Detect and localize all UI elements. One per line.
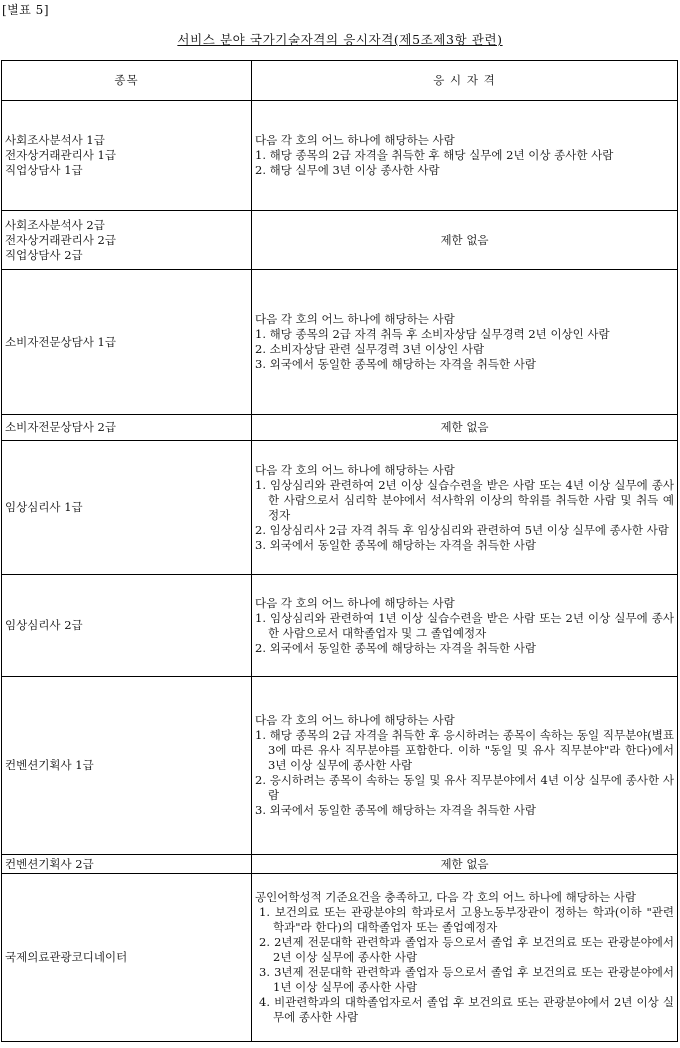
qualification-clause: 3. 외국에서 동일한 종목에 해당하는 자격을 취득한 사람 bbox=[255, 357, 536, 371]
item-cell bbox=[2, 270, 252, 415]
qualification-intro: 다음 각 호의 어느 하나에 해당하는 사람 bbox=[255, 595, 455, 610]
qualification-cell: 제한 없음 bbox=[252, 415, 678, 441]
header-qualification: 응 시 자 격 bbox=[252, 61, 678, 101]
qualification-cell bbox=[252, 677, 678, 855]
item-name: 직업상담사 1급 bbox=[5, 163, 83, 177]
item-cell bbox=[2, 441, 252, 575]
table-row bbox=[2, 874, 678, 1042]
qualification-clause: 1. 해당 종목의 2급 자격을 취득한 후 해당 실무에 2년 이상 종사한 사람 bbox=[255, 148, 614, 162]
qualification-clause: 1. 임상심리와 관련하여 2년 이상 실습수련을 받은 사람 또는 4년 이상 실무에 종사한 사람으로서 심리학 분야에서 석사학위 이상의 학위를 취득한 사람 및 취득 예정자 bbox=[255, 477, 674, 522]
item-cell bbox=[2, 677, 252, 855]
table-row bbox=[2, 211, 678, 270]
item-name: 사회조사분석사 1급 bbox=[5, 133, 105, 147]
item-name: 전자상거래관리사 1급 bbox=[5, 148, 116, 162]
qualification-cell bbox=[252, 441, 678, 575]
table-row bbox=[2, 270, 678, 415]
qualification-clause: 2. 외국에서 동일한 종목에 해당하는 자격을 취득한 사람 bbox=[255, 640, 536, 655]
table-row bbox=[2, 441, 678, 575]
table-row bbox=[2, 677, 678, 855]
qualification-clause: 1. 보건의료 또는 관광분야의 학과로서 고용노동부장관이 정하는 학과(이하 "관련학과"라 한다)의 대학졸업자 또는 졸업예정자 bbox=[259, 905, 674, 934]
qualification-clause: 3. 3년제 전문대학 관련학과 졸업자 등으로서 졸업 후 보건의료 또는 관광분야에서 1년 이상 실무에 종사한 사람 bbox=[259, 965, 674, 994]
qualification-clause: 1. 해당 종목의 2급 자격을 취득한 후 응시하려는 종목이 속하는 동일 직무분야(별표 3에 따른 유사 직무분야를 포함한다. 이하 "동일 및 유사 직무분야"라 한다)에서 3년 이상 실무에 종사한 사람 bbox=[255, 728, 674, 772]
table-row bbox=[2, 415, 678, 441]
item-cell bbox=[2, 101, 252, 211]
qualification-clause: 4. 비관련학과의 대학졸업자로서 졸업 후 보건의료 또는 관광분야에서 2년 이상 실무에 종사한 사람 bbox=[259, 995, 674, 1024]
item-cell bbox=[2, 874, 252, 1042]
table-row bbox=[2, 575, 678, 677]
item-name: 국제의료관광코디네이터 bbox=[5, 950, 128, 964]
qualification-clause: 3. 외국에서 동일한 종목에 해당하는 자격을 취득한 사람 bbox=[255, 803, 536, 817]
item-name: 직업상담사 2급 bbox=[5, 247, 83, 262]
qualification-clause: 2. 응시하려는 종목이 속하는 동일 및 유사 직무분야에서 4년 이상 실무에 종사한 사람 bbox=[255, 773, 674, 802]
qualification-clause: 2. 2년제 전문대학 관련학과 졸업자 등으로서 졸업 후 보건의료 또는 관광분야에서 2년 이상 실무에 종사한 사람 bbox=[259, 935, 674, 964]
item-name: 전자상거래관리사 2급 bbox=[5, 232, 116, 247]
item-name: 소비자전문상담사 1급 bbox=[5, 334, 116, 349]
item-cell bbox=[2, 211, 252, 270]
qualification-intro: 공인어학성적 기준요건을 충족하고, 다음 각 호의 어느 하나에 해당하는 사람 bbox=[255, 890, 636, 904]
qualification-intro: 다음 각 호의 어느 하나에 해당하는 사람 bbox=[255, 133, 455, 147]
caption-text: 서비스 분야 국가기술자격의 응시자격(제5조제3항 관련) bbox=[177, 32, 503, 47]
qualification-cell: 제한 없음 bbox=[252, 211, 678, 270]
table-row bbox=[2, 855, 678, 874]
annex-label: [별표 5] bbox=[2, 3, 49, 17]
item-cell bbox=[2, 855, 252, 874]
qualification-clause: 1. 임상심리와 관련하여 1년 이상 실습수련을 받은 사람 또는 2년 이상 실무에 종사한 사람으로서 대학졸업자 및 그 졸업예정자 bbox=[255, 610, 674, 640]
item-name: 임상심리사 2급 bbox=[5, 618, 83, 632]
qualification-table bbox=[1, 60, 678, 1042]
header-item: 종목 bbox=[2, 61, 252, 101]
qualification-clause: 1. 해당 종목의 2급 자격 취득 후 소비자상담 실무경력 2년 이상인 사람 bbox=[255, 327, 610, 341]
item-cell bbox=[2, 415, 252, 441]
qualification-cell bbox=[252, 874, 678, 1042]
item-name: 임상심리사 1급 bbox=[5, 500, 83, 514]
qualification-clause: 3. 외국에서 동일한 종목에 해당하는 자격을 취득한 사람 bbox=[255, 537, 536, 552]
qualification-clause: 2. 임상심리사 2급 자격 취득 후 임상심리와 관련하여 5년 이상 실무에 종사한 사람 bbox=[255, 522, 669, 537]
qualification-intro: 다음 각 호의 어느 하나에 해당하는 사람 bbox=[255, 713, 455, 727]
item-name: 컨벤션기획사 1급 bbox=[5, 758, 94, 772]
qualification-clause: 2. 해당 실무에 3년 이상 종사한 사람 bbox=[255, 163, 440, 177]
table-row bbox=[2, 101, 678, 211]
item-name: 컨벤션기획사 2급 bbox=[5, 856, 94, 871]
header-row bbox=[2, 61, 678, 101]
item-cell bbox=[2, 575, 252, 677]
qualification-cell bbox=[252, 575, 678, 677]
qualification-intro: 다음 각 호의 어느 하나에 해당하는 사람 bbox=[255, 312, 455, 326]
item-name: 소비자전문상담사 2급 bbox=[5, 420, 116, 434]
qualification-clause: 2. 소비자상담 관련 실무경력 3년 이상인 사람 bbox=[255, 342, 485, 356]
qualification-intro: 다음 각 호의 어느 하나에 해당하는 사람 bbox=[255, 462, 455, 477]
qualification-cell bbox=[252, 270, 678, 415]
qualification-cell: 제한 없음 bbox=[252, 855, 678, 874]
item-name: 사회조사분석사 2급 bbox=[5, 217, 105, 232]
qualification-cell bbox=[252, 101, 678, 211]
table-caption bbox=[0, 30, 680, 48]
